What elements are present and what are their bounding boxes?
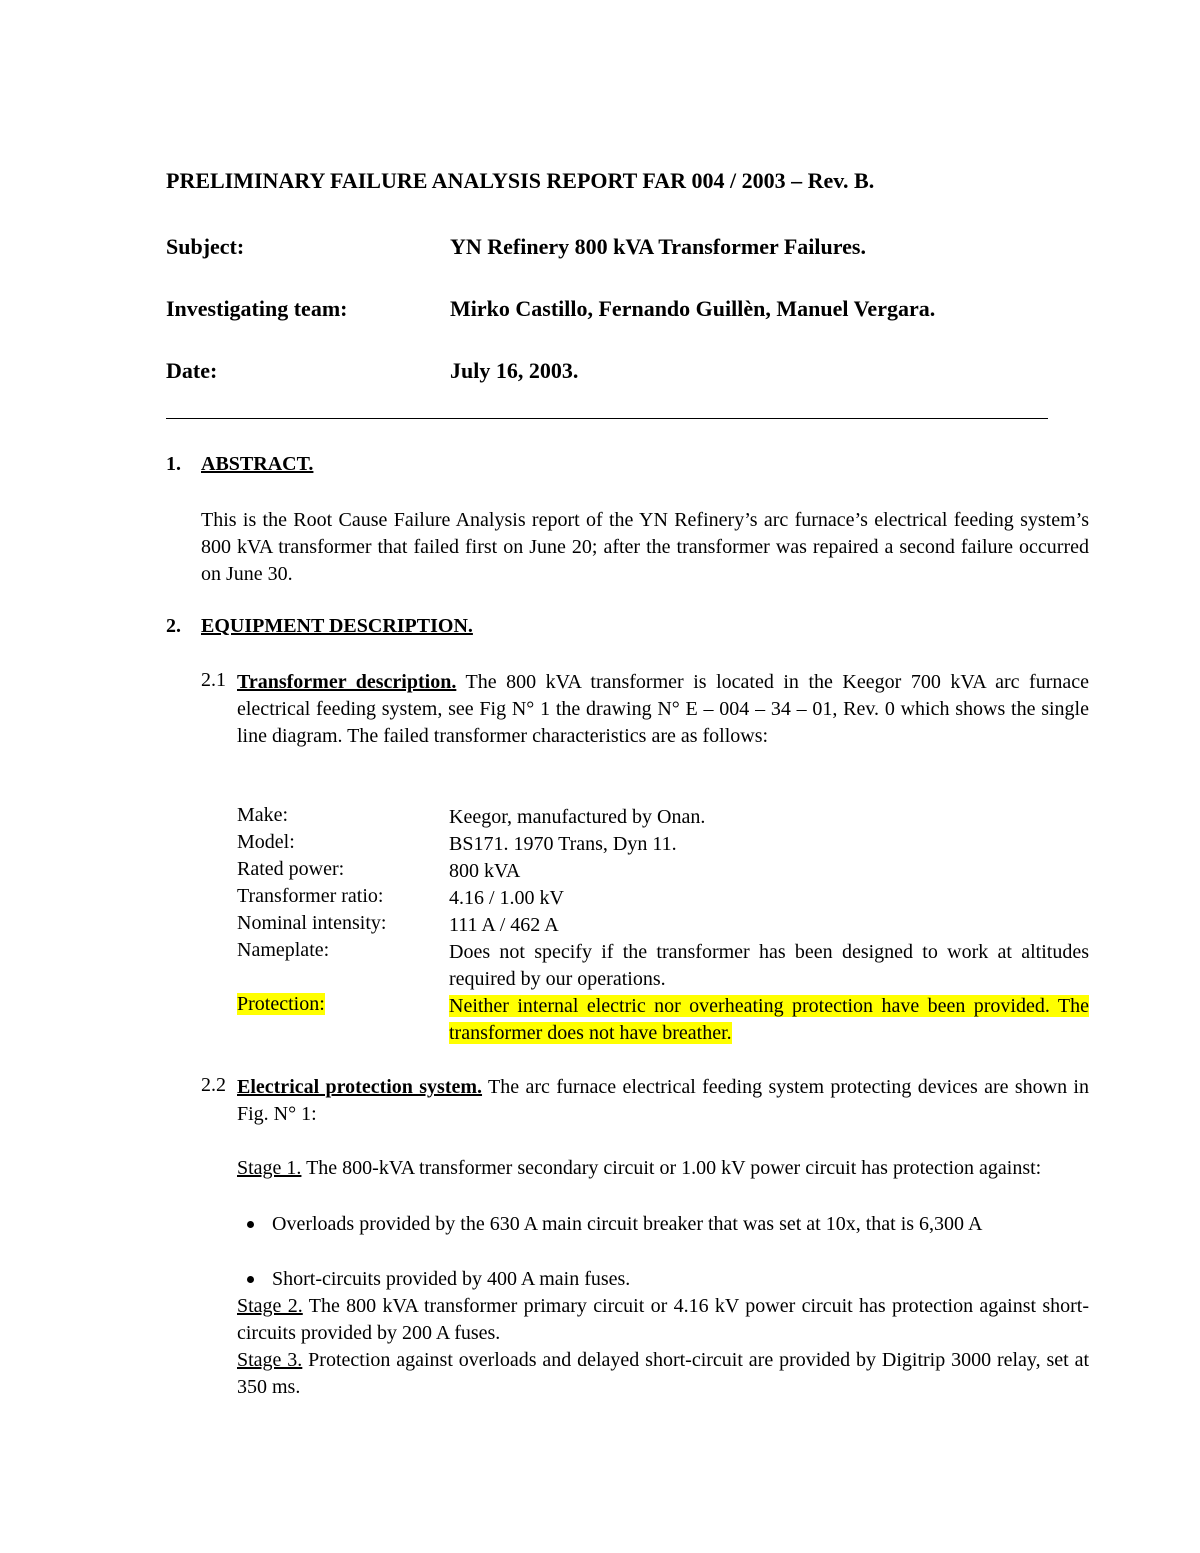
team-value: Mirko Castillo, Fernando Guillèn, Manuel Vergara. bbox=[450, 296, 936, 321]
transformer-description-text: The 800 kVA transformer is located in the Keegor 700 kVA arc furnace electrical feeding system, see Fig N° 1 the drawing N° E – 004 – 34 – 01, Rev. 0 which shows the single line diagram. The failed transformer characteristics are as follows: bbox=[237, 671, 1089, 747]
spec-value: 4.16 / 1.00 kV bbox=[449, 887, 564, 909]
protection-system-heading: Electrical protection system. bbox=[237, 1076, 483, 1098]
spec-label-highlighted bbox=[237, 993, 325, 1016]
section-2-title: EQUIPMENT DESCRIPTION. bbox=[201, 615, 473, 637]
section-1-title: ABSTRACT. bbox=[201, 453, 314, 475]
transformer-description-heading: Transformer description. bbox=[237, 671, 457, 693]
subject-label: Subject: bbox=[166, 234, 245, 259]
stage-2-label: Stage 2. bbox=[237, 1295, 303, 1317]
spec-label: Nameplate: bbox=[237, 939, 330, 961]
spec-label: Transformer ratio: bbox=[237, 885, 384, 907]
section-2-number: 2. bbox=[166, 615, 181, 637]
spec-label: Model: bbox=[237, 831, 295, 853]
spec-value: 800 kVA bbox=[449, 860, 521, 882]
spec-value: 111 A / 462 A bbox=[449, 914, 559, 936]
subsection-2-2-number: 2.2 bbox=[201, 1074, 226, 1096]
spec-value: Keegor, manufactured by Onan. bbox=[449, 806, 706, 828]
stage-3-label: Stage 3. bbox=[237, 1349, 303, 1371]
stage-1-label: Stage 1. bbox=[237, 1157, 302, 1179]
bullet-icon bbox=[247, 1221, 254, 1228]
stage-1-paragraph bbox=[237, 1155, 1089, 1182]
header-divider bbox=[166, 418, 1048, 419]
spec-label: Nominal intensity: bbox=[237, 912, 387, 934]
stage-2-paragraph bbox=[237, 1293, 1089, 1347]
spec-value-highlighted bbox=[449, 993, 1089, 1047]
report-title: PRELIMINARY FAILURE ANALYSIS REPORT FAR 004 / 2003 – Rev. B. bbox=[166, 168, 875, 193]
spec-label: Make: bbox=[237, 804, 289, 826]
spec-value: Does not specify if the transformer has been designed to work at altitudes required by our operations. bbox=[449, 941, 1089, 990]
stage-3-text: Protection against overloads and delayed short-circuit are provided by Digitrip 3000 relay, set at 350 ms. bbox=[237, 1349, 1089, 1398]
subject-value: YN Refinery 800 kVA Transformer Failures. bbox=[450, 234, 866, 259]
stage-3-paragraph bbox=[237, 1347, 1089, 1401]
stage-2-text: The 800 kVA transformer primary circuit or 4.16 kV power circuit has protection against short-circuits provided by 200 A fuses. bbox=[237, 1295, 1090, 1344]
list-item: Short-circuits provided by 400 A main fuses. bbox=[272, 1268, 631, 1290]
list-item: Overloads provided by the 630 A main circuit breaker that was set at 10x, that is 6,300 A bbox=[272, 1213, 983, 1235]
protection-system-paragraph bbox=[237, 1074, 1089, 1128]
date-value: July 16, 2003. bbox=[450, 358, 579, 383]
protection-label: Protection: bbox=[237, 993, 325, 1015]
date-label: Date: bbox=[166, 358, 218, 383]
subsection-2-1-number: 2.1 bbox=[201, 669, 226, 691]
spec-label: Rated power: bbox=[237, 858, 345, 880]
spec-value: BS171. 1970 Trans, Dyn 11. bbox=[449, 833, 677, 855]
protection-system-text: The arc furnace electrical feeding system protecting devices are shown in Fig. N° 1: bbox=[237, 1076, 1089, 1125]
bullet-icon bbox=[247, 1276, 254, 1283]
abstract-paragraph: This is the Root Cause Failure Analysis report of the YN Refinery’s arc furnace’s electrical feeding system’s 800 kVA transformer that failed first on June 20; after the transformer was repaired a second failure occurred on June 30. bbox=[201, 509, 1089, 585]
stage-1-text: The 800-kVA transformer secondary circuit or 1.00 kV power circuit has protection against: bbox=[301, 1157, 1042, 1179]
transformer-description-paragraph bbox=[237, 669, 1089, 750]
section-1-number: 1. bbox=[166, 453, 181, 475]
team-label: Investigating team: bbox=[166, 296, 348, 321]
protection-value: Neither internal electric nor overheating protection have been provided. The transformer does not have breather. bbox=[449, 995, 1089, 1044]
